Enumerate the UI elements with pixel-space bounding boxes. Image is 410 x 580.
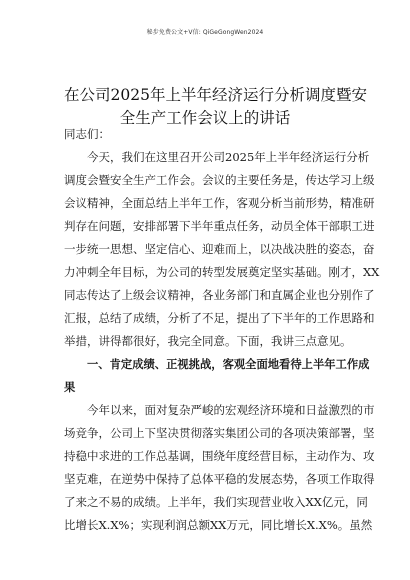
paragraph-line: 比增长X.X%；实现利润总额XX万元，同比增长X.X%。虽然 [64,518,373,532]
paragraph-achievements [64,399,375,537]
paragraph-line: 持稳中求进的工作总基调，围绕年度经营目标，主动作为、攻 [64,449,375,463]
document-body [64,123,380,537]
paragraph-intro [64,146,380,353]
paragraph-line: 今年以来，面对复杂严峻的宏观经济环境和日益激烈的市 [87,403,375,417]
paragraph-line: 今天，我们在这里召开公司2025年上半年经济运行分析 [87,150,370,164]
paragraph-line: 调度会暨安全生产工作会。会议的主要任务是，传达学习上级 [64,173,375,187]
paragraph-line: 判存在问题，安排部署下半年重点任务，动员全体干部职工进 [64,219,375,233]
header-note: 秘步免费公文+V信: QiGeGongWen2024 [146,29,264,36]
title-line: 在公司2025年上半年经济运行分析调度暨安 [64,86,367,104]
section-heading-1 [64,353,370,399]
paragraph-line: 会议精神，全面总结上半年工作，客观分析当前形势，精准研 [64,196,375,210]
paragraph-line: 举措，讲得都很好，我完全同意。下面，我讲三点意见。 [64,334,352,348]
paragraph-line: 同志传达了上级会议精神，各业务部门和直属企业也分别作了 [64,288,375,302]
paragraph-line: 场竞争，公司上下坚决贯彻落实集团公司的各项决策部署，坚 [64,426,375,440]
salutation: 同志们： [64,127,110,141]
paragraph-line: 一步统一思想、坚定信心、迎难而上，以决战决胜的姿态，奋 [64,242,375,256]
heading-line: 果 [64,381,76,394]
paragraph-line: 了来之不易的成绩。上半年，我们实现营业收入XX亿元，同 [64,495,368,509]
paragraph-line: 坚克难，在逆势中保持了总体平稳的发展态势，各项工作取得 [64,472,375,486]
paragraph-line: 汇报，总结了成绩，分析了不足，提出了下半年的工作思路和 [64,311,375,325]
paragraph-line: 力冲刺全年目标，为公司的转型发展奠定坚实基础。刚才，XX [64,265,380,279]
heading-line: 一、肯定成绩、正视挑战，客观全面地看待上半年工作成 [87,358,370,371]
title-line: 全生产工作会议上的讲话 [119,109,291,127]
